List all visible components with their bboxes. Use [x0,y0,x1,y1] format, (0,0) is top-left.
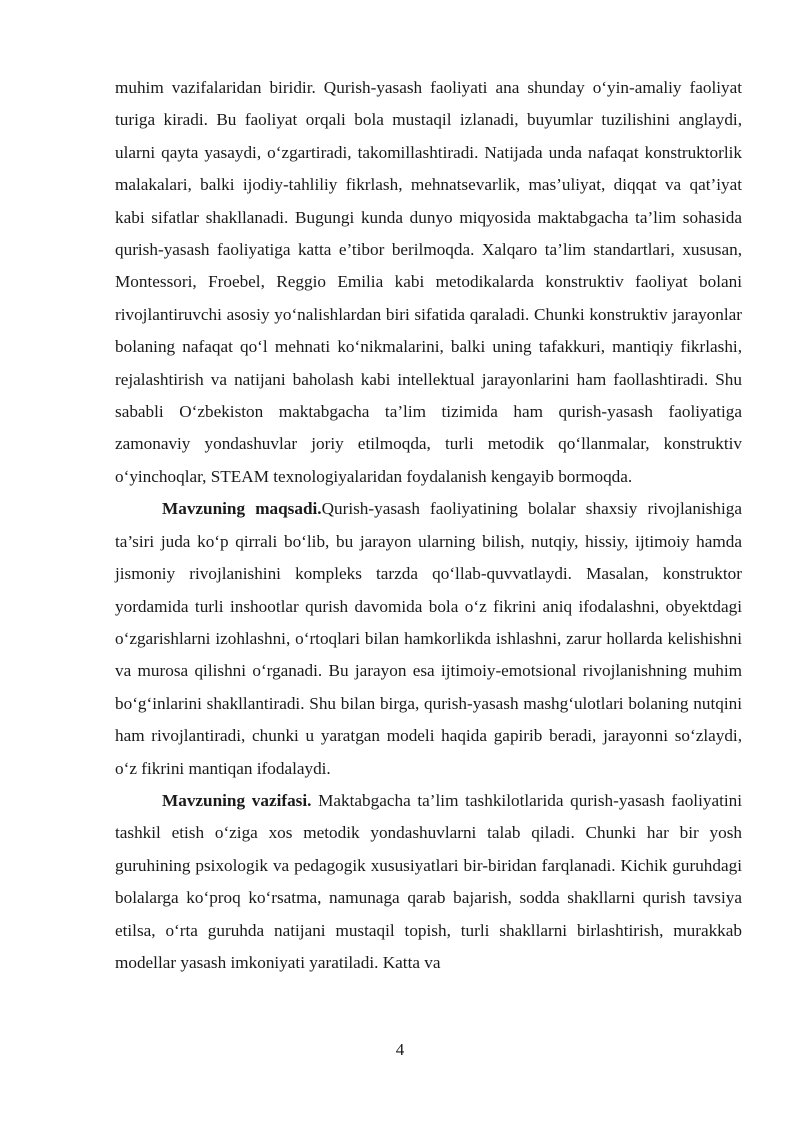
paragraph-2 [115,493,742,785]
paragraph-3 [115,785,742,979]
paragraph-3-text: Maktabgacha ta’lim tashkilotlarida qurish-yasash faoliyatini tashkil etish o‘ziga xos metodik yondashuvlarni talab qiladi. Chunki har bir yosh guruhining psixologik va pedagogik xususiyatlari bir-biridan farqlanadi. Kichik guruhdagi bolalarga ko‘proq ko‘rsatma, namunaga qarab bajarish, sodda shakllarni qurish tavsiya etilsa, o‘rta guruhda natijani mustaqil topish, turli shakllarni birlashtirish, murakkab modellar yasash imkoniyati yaratiladi. Katta va [115,790,742,972]
paragraph-2-heading: Mavzuning maqsadi. [162,499,322,519]
paragraph-3-heading: Mavzuning vazifasi. [162,790,312,810]
paragraph-1: muhim vazifalaridan biridir. Qurish-yasash faoliyati ana shunday o‘yin-amaliy faoliyat turiga kiradi. Bu faoliyat orqali bola mustaqil izlanadi, buyumlar tuzilishini anglaydi, ularni qayta yasaydi, o‘zgartiradi, takomillashtiradi. Natijada unda nafaqat konstruktorlik malakalari, balki ijodiy-tahliliy fikrlash, mehnatsevarlik, mas’uliyat, diqqat va qat’iyat kabi sifatlar shakllanadi. Bugungi kunda dunyo miqyosida maktabgacha ta’lim sohasida qurish-yasash faoliyatiga katta e’tibor berilmoqda. Xalqaro ta’lim standartlari, xususan, Montessori, Froebel, Reggio Emilia kabi metodikalarda konstruktiv faoliyat bolani rivojlantiruvchi asosiy yo‘nalishlardan biri sifatida qaraladi. Chunki konstruktiv jarayonlar bolaning nafaqat qo‘l mehnati ko‘nikmalarini, balki uning tafakkuri, mantiqiy fikrlashi, rejalashtirish va natijani baholash kabi intellektual jarayonlarini ham faollashtiradi. Shu sababli O‘zbekiston maktabgacha ta’lim tizimida ham qurish-yasash faoliyatiga zamonaviy yondashuvlar joriy etilmoqda, turli metodik qo‘llanmalar, konstruktiv o‘yinchoqlar, STEAM texnologiyalaridan foydalanish kengayib bormoqda. [115,78,742,486]
page-number: 4 [395,1040,405,1059]
paragraph-2-text: Qurish-yasash faoliyatining bolalar shaxsiy rivojlanishiga ta’siri juda ko‘p qirrali bo‘lib, bu jarayon ularning bilish, nutqiy, hissiy, ijtimoiy hamda jismoniy rivojlanishini kompleks tarzda qo‘llab-quvvatlaydi. Masalan, konstruktor yordamida turli inshootlar qurish davomida bola o‘z fikrini aniq ifodalashni, obyektdagi o‘zgarishlarni izohlashni, o‘rtoqlari bilan hamkorlikda ishlashni, zarur hollarda kelishishni va murosa qilishni o‘rganadi. Bu jarayon esa ijtimoiy-emotsional rivojlanishning muhim bo‘g‘inlarini shakllantiradi. Shu bilan birga, qurish-yasash mashg‘ulotlari bolaning nutqini ham rivojlantiradi, chunki u yaratgan modeli haqida gapirib beradi, jarayonni so‘zlaydi, o‘z fikrini mantiqan ifodalaydi. [115,499,742,778]
body-text [115,72,742,979]
